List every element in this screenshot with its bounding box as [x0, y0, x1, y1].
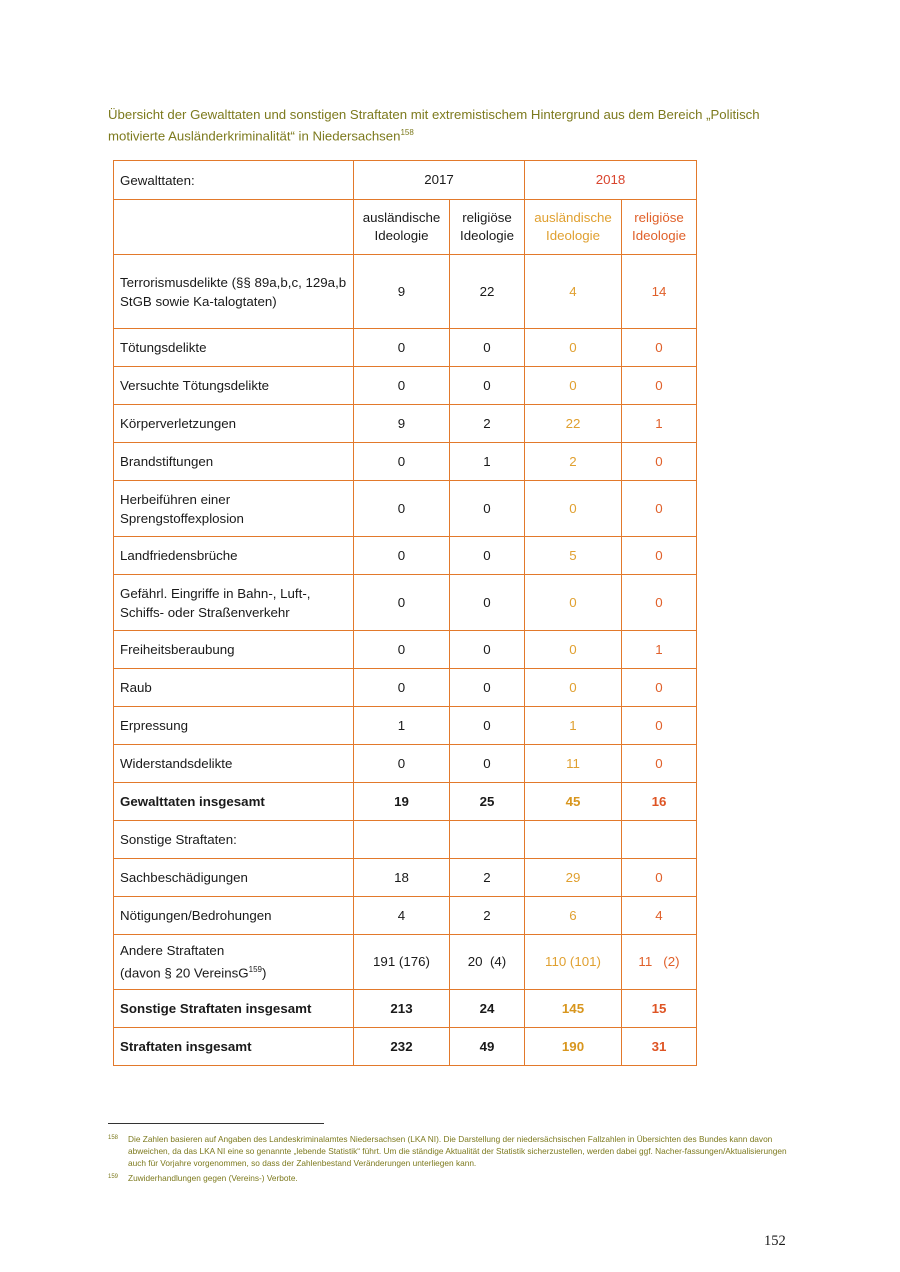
cell-foreign-2017: 213 — [354, 990, 450, 1028]
cell-foreign-2017: 0 — [354, 481, 450, 537]
subheader-religious-2017: religiöse Ideologie — [450, 200, 525, 255]
cell-foreign-2017: 0 — [354, 669, 450, 707]
subheader-foreign-2018: ausländische Ideologie — [525, 200, 622, 255]
cell-foreign-2017: 191 (176) — [354, 935, 450, 990]
table-row — [114, 481, 697, 537]
footnote-number: 158 — [108, 1135, 119, 1141]
footnote-number: 159 — [108, 1174, 119, 1180]
table-caption — [108, 106, 808, 145]
table-row — [114, 255, 697, 329]
cell-religious-2018: 15 — [622, 990, 697, 1028]
table-row — [114, 443, 697, 481]
cell-foreign-2017: 0 — [354, 329, 450, 367]
row-label: Erpressung — [114, 707, 354, 745]
row-label: Straftaten insgesamt — [114, 1028, 354, 1066]
cell-religious-2018: 0 — [622, 443, 697, 481]
table-row — [114, 707, 697, 745]
cell-religious-2018: 0 — [622, 745, 697, 783]
cell-foreign-2017: 0 — [354, 631, 450, 669]
cell-religious-2017: 1 — [450, 443, 525, 481]
cell-religious-2017: 0 — [450, 329, 525, 367]
cell-foreign-2018: 29 — [525, 859, 622, 897]
row-label: Sonstige Straftaten insgesamt — [114, 990, 354, 1028]
footnote-separator — [108, 1123, 324, 1124]
row-label: Gewalttaten insgesamt — [114, 783, 354, 821]
footnote-text: Die Zahlen basieren auf Angaben des Landeskriminalamtes Niedersachsen (LKA NI). Die Darstellung der niedersächsischen Fallzahlen in Übersichten des Bundes kann davon abweichen, da das LKA NI eine so genannte „lebende Statistik“ führt. Um die ständige Aktualität der Statistik sicherzustellen, werden dabei ggf. Nacher-fassungen/Aktualisierungen auch für Vorjahre vorgenommen, so dass der Zahlenbestand Veränderungen unterliegen kann. — [128, 1134, 787, 1168]
cell-religious-2018: 0 — [622, 669, 697, 707]
cell-religious-2018: 14 — [622, 255, 697, 329]
cell-foreign-2018: 145 — [525, 990, 622, 1028]
table-row-total — [114, 783, 697, 821]
row-label: Nötigungen/Bedrohungen — [114, 897, 354, 935]
cell-foreign-2017: 0 — [354, 443, 450, 481]
cell-religious-2017: 49 — [450, 1028, 525, 1066]
cell-foreign-2018: 0 — [525, 575, 622, 631]
page-number: 152 — [764, 1233, 786, 1249]
cell-foreign-2018: 190 — [525, 1028, 622, 1066]
row-label-line2: (davon § 20 VereinsG — [120, 965, 249, 981]
cell-foreign-2017: 19 — [354, 783, 450, 821]
cell-foreign-2017: 232 — [354, 1028, 450, 1066]
row-label-close: ) — [261, 965, 267, 981]
row-label: Gefährl. Eingriffe in Bahn-, Luft-, Schiffs- oder Straßenverkehr — [114, 575, 354, 631]
row-label: Tötungsdelikte — [114, 329, 354, 367]
row-label: Körperverletzungen — [114, 405, 354, 443]
row-label: Herbeiführen einer Sprengstoffexplosion — [114, 481, 354, 537]
header-year-2018: 2018 — [525, 161, 697, 200]
caption-text: Übersicht der Gewalttaten und sonstigen Straftaten mit extremistischem Hintergrund aus dem Bereich „Politisch motivierte Ausländerkriminalität“ in Niedersachsen — [108, 107, 760, 144]
cell-foreign-2017: 9 — [354, 405, 450, 443]
footnote-158 — [108, 1133, 792, 1169]
cell-religious-2017 — [450, 821, 525, 859]
footnote-159 — [108, 1172, 792, 1184]
cell-foreign-2018: 11 — [525, 745, 622, 783]
table-row — [114, 669, 697, 707]
cell-foreign-2017: 1 — [354, 707, 450, 745]
cell-foreign-2018: 110 (101) — [525, 935, 622, 990]
cell-religious-2017: 25 — [450, 783, 525, 821]
cell-foreign-2018: 0 — [525, 367, 622, 405]
table-row — [114, 897, 697, 935]
row-label-footnote-ref: 159 — [248, 965, 262, 975]
cell-foreign-2018: 0 — [525, 669, 622, 707]
table-row — [114, 859, 697, 897]
cell-foreign-2018: 4 — [525, 255, 622, 329]
cell-foreign-2018: 2 — [525, 443, 622, 481]
cell-religious-2018 — [622, 821, 697, 859]
cell-foreign-2017: 0 — [354, 575, 450, 631]
cell-religious-2018: 16 — [622, 783, 697, 821]
table-header-row — [114, 161, 697, 200]
cell-religious-2018: 0 — [622, 859, 697, 897]
cell-religious-2017: 2 — [450, 405, 525, 443]
table-section-row — [114, 821, 697, 859]
cell-religious-2017: 0 — [450, 631, 525, 669]
cell-foreign-2017: 0 — [354, 537, 450, 575]
cell-foreign-2017: 0 — [354, 745, 450, 783]
cell-religious-2017: 0 — [450, 575, 525, 631]
cell-religious-2017: 0 — [450, 537, 525, 575]
cell-foreign-2017 — [354, 821, 450, 859]
cell-religious-2018: 0 — [622, 537, 697, 575]
cell-religious-2018: 0 — [622, 481, 697, 537]
subheader-foreign-2017: ausländische Ideologie — [354, 200, 450, 255]
row-label: Sonstige Straftaten: — [114, 821, 354, 859]
footnotes — [108, 1133, 792, 1184]
row-label: Widerstandsdelikte — [114, 745, 354, 783]
row-label-line1: Andere Straftaten — [120, 943, 225, 959]
cell-religious-2017: 24 — [450, 990, 525, 1028]
row-label: Terrorismusdelikte (§§ 89a,b,c, 129a,b StGB sowie Ka-talogtaten) — [114, 255, 354, 329]
subheader-empty — [114, 200, 354, 255]
cell-religious-2017: 0 — [450, 745, 525, 783]
cell-religious-2018: 31 — [622, 1028, 697, 1066]
cell-religious-2017: 0 — [450, 707, 525, 745]
table-row — [114, 745, 697, 783]
table-subheader-row — [114, 200, 697, 255]
row-label: Raub — [114, 669, 354, 707]
cell-foreign-2018: 0 — [525, 329, 622, 367]
cell-religious-2018: 0 — [622, 367, 697, 405]
cell-religious-2018: 0 — [622, 707, 697, 745]
cell-foreign-2018: 45 — [525, 783, 622, 821]
cell-foreign-2018 — [525, 821, 622, 859]
cell-foreign-2017: 18 — [354, 859, 450, 897]
cell-foreign-2018: 5 — [525, 537, 622, 575]
cell-religious-2017: 0 — [450, 669, 525, 707]
cell-religious-2018: 0 — [622, 329, 697, 367]
cell-religious-2017: 0 — [450, 367, 525, 405]
cell-religious-2018: 1 — [622, 405, 697, 443]
cell-religious-2017: 20 (4) — [450, 935, 525, 990]
header-year-2017: 2017 — [354, 161, 525, 200]
subheader-religious-2018: religiöse Ideologie — [622, 200, 697, 255]
row-label: Brandstiftungen — [114, 443, 354, 481]
table-row-total — [114, 990, 697, 1028]
cell-religious-2017: 22 — [450, 255, 525, 329]
footnote-text: Zuwiderhandlungen gegen (Vereins-) Verbote. — [128, 1173, 298, 1183]
cell-foreign-2017: 4 — [354, 897, 450, 935]
table-row — [114, 575, 697, 631]
row-label: Versuchte Tötungsdelikte — [114, 367, 354, 405]
cell-foreign-2018: 0 — [525, 481, 622, 537]
caption-footnote-ref: 158 — [400, 128, 414, 137]
row-label: Landfriedensbrüche — [114, 537, 354, 575]
cell-religious-2018: 11 (2) — [622, 935, 697, 990]
row-label — [114, 935, 354, 990]
row-label: Freiheitsberaubung — [114, 631, 354, 669]
table-row — [114, 537, 697, 575]
cell-foreign-2018: 6 — [525, 897, 622, 935]
table-row — [114, 935, 697, 990]
cell-religious-2018: 1 — [622, 631, 697, 669]
cell-foreign-2017: 9 — [354, 255, 450, 329]
header-gewalttaten: Gewalttaten: — [114, 161, 354, 200]
table-row-grand-total — [114, 1028, 697, 1066]
table-row — [114, 367, 697, 405]
cell-religious-2017: 2 — [450, 859, 525, 897]
table-row — [114, 631, 697, 669]
cell-religious-2017: 0 — [450, 481, 525, 537]
cell-foreign-2018: 0 — [525, 631, 622, 669]
row-label: Sachbeschädigungen — [114, 859, 354, 897]
crime-statistics-table — [113, 160, 697, 1066]
cell-foreign-2018: 1 — [525, 707, 622, 745]
cell-foreign-2018: 22 — [525, 405, 622, 443]
cell-religious-2018: 4 — [622, 897, 697, 935]
table-row — [114, 329, 697, 367]
table-row — [114, 405, 697, 443]
cell-religious-2017: 2 — [450, 897, 525, 935]
cell-foreign-2017: 0 — [354, 367, 450, 405]
cell-religious-2018: 0 — [622, 575, 697, 631]
